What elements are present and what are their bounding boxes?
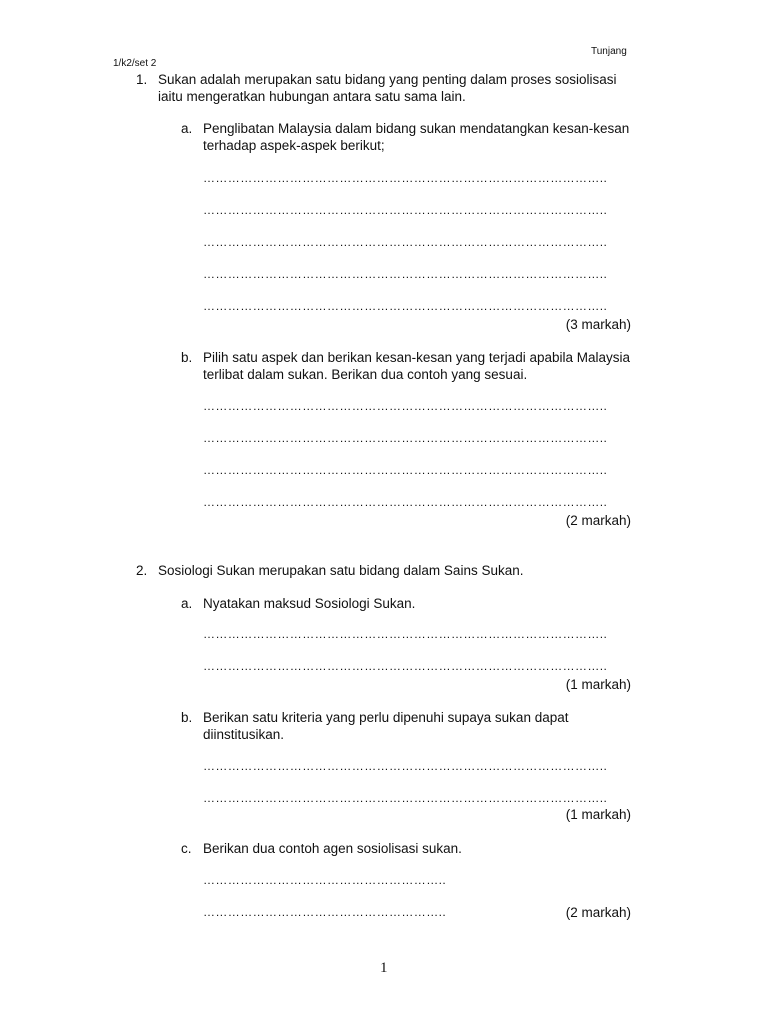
answer-line[interactable]: …………………………………………………………………………………….. (203, 399, 608, 413)
header-code: 1/k2/set 2 (113, 58, 157, 69)
answer-line[interactable]: …………………………………………………………………………………….. (203, 495, 608, 509)
header-tunjang-label: Tunjang (591, 46, 627, 57)
answer-line-short[interactable]: ………………………………………………….. (203, 905, 447, 919)
question-2a-text-line-1: Nyatakan maksud Sosiologi Sukan. (203, 596, 416, 611)
question-2-text-line-1: Sosiologi Sukan merupakan satu bidang dalam Sains Sukan. (158, 563, 524, 578)
answer-line[interactable]: …………………………………………………………………………………….. (203, 299, 608, 313)
question-2b-letter: b. (181, 710, 193, 725)
question-1a-text-line-1: Penglibatan Malaysia dalam bidang sukan mendatangkan kesan-kesan (203, 121, 630, 136)
answer-line[interactable]: …………………………………………………………………………………….. (203, 463, 608, 477)
question-1b-text-line-2: terlibat dalam sukan. Berikan dua contoh yang sesuai. (203, 367, 528, 382)
question-2c-letter: c. (181, 841, 192, 856)
answer-line[interactable]: …………………………………………………………………………………….. (203, 791, 608, 805)
question-2b-mark: (1 markah) (565, 807, 631, 822)
question-2b-text-line-2: diinstitusikan. (203, 727, 285, 742)
question-1b-mark: (2 markah) (565, 513, 631, 528)
answer-line[interactable]: …………………………………………………………………………………….. (203, 267, 608, 281)
question-2-number: 2. (136, 563, 148, 578)
question-1-text-line-2: iaitu mengeratkan hubungan antara satu sama lain. (158, 89, 466, 104)
question-1a-text-line-2: terhadap aspek-aspek berikut; (203, 138, 385, 153)
answer-line-short[interactable]: ………………………………………………….. (203, 873, 447, 887)
question-1b-text-line-1: Pilih satu aspek dan berikan kesan-kesan yang terjadi apabila Malaysia (203, 350, 631, 365)
question-2c-text-line-1: Berikan dua contoh agen sosiolisasi sukan. (203, 841, 462, 856)
answer-line[interactable]: …………………………………………………………………………………….. (203, 627, 608, 641)
question-2b-text-line-1: Berikan satu kriteria yang perlu dipenuhi supaya sukan dapat (203, 710, 569, 725)
question-1-text-line-1: Sukan adalah merupakan satu bidang yang penting dalam proses sosiolisasi (158, 72, 617, 87)
answer-line[interactable]: …………………………………………………………………………………….. (203, 659, 608, 673)
question-1b-letter: b. (181, 350, 193, 365)
answer-line[interactable]: …………………………………………………………………………………….. (203, 235, 608, 249)
page-number: 1 (380, 960, 388, 976)
question-2a-letter: a. (181, 596, 193, 611)
answer-line[interactable]: …………………………………………………………………………………….. (203, 431, 608, 445)
answer-line[interactable]: …………………………………………………………………………………….. (203, 759, 608, 773)
question-1a-letter: a. (181, 121, 193, 136)
question-2c-mark: (2 markah) (565, 905, 631, 920)
question-1a-mark: (3 markah) (565, 317, 631, 332)
answer-line[interactable]: …………………………………………………………………………………….. (203, 203, 608, 217)
question-2a-mark: (1 markah) (565, 677, 631, 692)
answer-line[interactable]: …………………………………………………………………………………….. (203, 171, 608, 185)
question-1-number: 1. (136, 72, 148, 87)
